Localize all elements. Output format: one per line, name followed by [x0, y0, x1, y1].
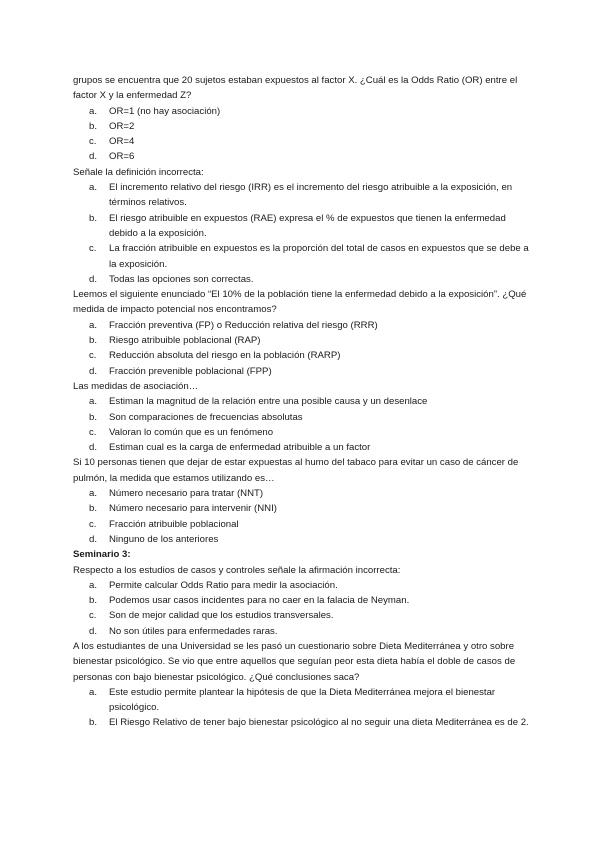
option-marker: b. [89, 595, 98, 607]
question-text: A los estudiantes de una Universidad se les pasó un cuestionario sobre Dieta Mediterránea y otro sobre bienestar psicológico. Se vio que entre aquellos que seguían peor esta dieta había el doble de casos de personas con bajo bienestar psicológico. ¿Qué conclusiones saca? [73, 640, 516, 683]
option-marker: c. [89, 610, 97, 622]
option-text: El Riesgo Relativo de tener bajo bienestar psicológico al no seguir una dieta Mediterránea es de 2. [109, 717, 529, 729]
option-text: Estiman cual es la carga de enfermedad atribuible a un factor [109, 442, 371, 454]
option-text: Estiman la magnitud de la relación entre una posible causa y un desenlace [109, 396, 428, 408]
answer-option [73, 685, 531, 716]
option-text: Son de mejor calidad que los estudios transversales. [109, 610, 334, 622]
option-marker: a. [89, 319, 98, 331]
option-marker: a. [89, 488, 98, 500]
option-text: Todas las opciones son correctas. [109, 273, 254, 285]
answer-option [73, 624, 531, 639]
answer-option [73, 104, 531, 119]
option-text: OR=1 (no hay asociación) [109, 105, 221, 117]
document-body [73, 73, 531, 731]
answer-option [73, 241, 531, 272]
answer-options [73, 394, 531, 455]
option-marker: b. [89, 411, 98, 423]
answer-option [73, 486, 531, 501]
option-text: Ninguno de los anteriores [109, 533, 219, 545]
question-text: Respecto a los estudios de casos y controles señale la afirmación incorrecta: [73, 564, 401, 576]
option-text: La fracción atribuible en expuestos es la proporción del total de casos en expuestos que se debe a la exposición. [109, 243, 529, 270]
option-marker: d. [89, 151, 98, 163]
option-text: Podemos usar casos incidentes para no caer en la falacia de Neyman. [109, 595, 410, 607]
option-marker: a. [89, 579, 98, 591]
option-text: OR=6 [109, 151, 135, 163]
option-marker: c. [89, 426, 97, 438]
question-text: Si 10 personas tienen que dejar de estar expuestas al humo del tabaco para evitar un caso de cáncer de pulmón, la medida que estamos utilizando es… [73, 457, 519, 484]
answer-options [73, 685, 531, 731]
option-marker: d. [89, 365, 98, 377]
answer-option [73, 333, 531, 348]
answer-option [73, 578, 531, 593]
option-text: Valoran lo común que es un fenómeno [109, 426, 274, 438]
question-text: Leemos el siguiente enunciado “El 10% de la población tiene la enfermedad debido a la exposición”. ¿Qué medida de impacto potencial nos encontramos? [73, 289, 527, 316]
option-text: El incremento relativo del riesgo (IRR) es el incremento del riesgo atribuible a la exposición, en términos relativos. [109, 182, 513, 209]
option-text: Permite calcular Odds Ratio para medir la asociación. [109, 579, 338, 591]
answer-option [73, 440, 531, 455]
option-text: Son comparaciones de frecuencias absolutas [109, 411, 303, 423]
option-marker: d. [89, 442, 98, 454]
option-text: Fracción prevenible poblacional (FPP) [109, 365, 272, 377]
option-marker: c. [89, 350, 97, 362]
option-marker: b. [89, 503, 98, 515]
option-text: Riesgo atribuible poblacional (RAP) [109, 335, 261, 347]
answer-option [73, 394, 531, 409]
answer-option [73, 211, 531, 242]
option-marker: d. [89, 625, 98, 637]
option-text: Reducción absoluta del riesgo en la población (RARP) [109, 350, 341, 362]
option-text: OR=4 [109, 136, 135, 148]
option-text: Este estudio permite plantear la hipótesis de que la Dieta Mediterránea mejora el bienestar psicológico. [109, 686, 496, 714]
option-text: El riesgo atribuible en expuestos (RAE) expresa el % de expuestos que tienen la enfermedad debido a la exposición. [109, 212, 506, 239]
option-marker: b. [89, 212, 98, 224]
option-marker: c. [89, 518, 97, 530]
answer-option [73, 410, 531, 425]
section-heading: Seminario 3: [73, 549, 131, 561]
option-text: OR=2 [109, 120, 135, 132]
answer-option [73, 348, 531, 363]
option-marker: d. [89, 273, 98, 285]
answer-options [73, 578, 531, 639]
option-text: No son útiles para enfermedades raras. [109, 625, 278, 637]
answer-option [73, 180, 531, 211]
question-text: grupos se encuentra que 20 sujetos estaban expuestos al factor X. ¿Cuál es la Odds Ratio (OR) entre el factor X y la enfermedad Z? [73, 75, 518, 102]
answer-option [73, 715, 531, 730]
answer-option [73, 318, 531, 333]
answer-option [73, 608, 531, 623]
answer-option [73, 501, 531, 516]
option-marker: c. [89, 136, 97, 148]
answer-option [73, 149, 531, 164]
option-text: Fracción atribuible poblacional [109, 518, 239, 530]
answer-option [73, 364, 531, 379]
option-marker: a. [89, 396, 98, 408]
answer-option [73, 119, 531, 134]
option-marker: a. [89, 182, 98, 194]
option-marker: b. [89, 717, 98, 729]
option-text: Número necesario para intervenir (NNI) [109, 503, 277, 515]
option-marker: d. [89, 533, 98, 545]
option-text: Número necesario para tratar (NNT) [109, 488, 264, 500]
answer-option [73, 425, 531, 440]
option-marker: a. [89, 686, 98, 698]
option-marker: b. [89, 120, 98, 132]
answer-option [73, 272, 531, 287]
option-marker: c. [89, 243, 97, 255]
option-text: Fracción preventiva (FP) o Reducción relativa del riesgo (RRR) [109, 319, 378, 331]
answer-option [73, 517, 531, 532]
answer-option [73, 134, 531, 149]
option-marker: b. [89, 335, 98, 347]
answer-options [73, 318, 531, 379]
question-text: Señale la definición incorrecta: [73, 166, 204, 178]
question-text: Las medidas de asociación… [73, 380, 199, 392]
answer-option [73, 593, 531, 608]
option-marker: a. [89, 105, 98, 117]
answer-options [73, 180, 531, 287]
answer-option [73, 532, 531, 547]
answer-options [73, 486, 531, 547]
answer-options [73, 104, 531, 165]
